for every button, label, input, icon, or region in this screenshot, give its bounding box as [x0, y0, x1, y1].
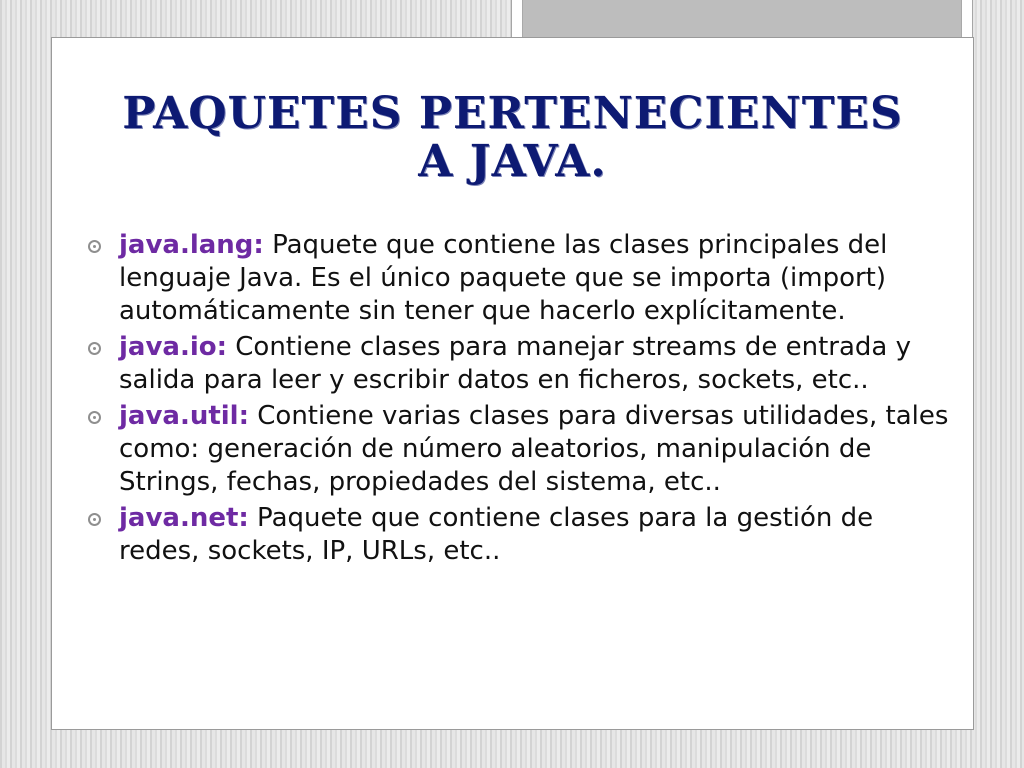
- bullet-item-java-net: [88, 502, 950, 568]
- slide-title: [112, 90, 913, 186]
- package-name: java.net:: [119, 503, 249, 533]
- package-description: Contiene varias clases para diversas utilidades, tales como: generación de número aleatorios, manipulación de Strings, fechas, propiedades del sistema, etc..: [119, 401, 949, 497]
- bullet-item-java-lang: [88, 229, 950, 328]
- package-name: java.lang:: [119, 230, 264, 260]
- package-bullet-list: [88, 229, 950, 571]
- package-name: java.io:: [119, 332, 227, 362]
- package-name: java.util:: [119, 401, 249, 431]
- circle-bullet-icon: [88, 513, 101, 526]
- package-description: Contiene clases para manejar streams de entrada y salida para leer y escribir datos en ficheros, sockets, etc..: [119, 332, 911, 395]
- circle-bullet-icon: [88, 240, 101, 253]
- slide-title-line-2: A JAVA.: [418, 136, 607, 187]
- bullet-item-java-util: [88, 400, 950, 499]
- circle-bullet-icon: [88, 411, 101, 424]
- slide-title-line-1: PAQUETES PERTENECIENTES: [122, 88, 903, 139]
- slide-content-card: [51, 37, 974, 730]
- package-description: Paquete que contiene las clases principales del lenguaje Java. Es el único paquete que se importa (import) automáticamente sin tener que hacerlo explícitamente.: [119, 230, 888, 326]
- circle-bullet-icon: [88, 342, 101, 355]
- bullet-item-java-io: [88, 331, 950, 397]
- package-description: Paquete que contiene clases para la gestión de redes, sockets, IP, URLs, etc..: [119, 503, 874, 566]
